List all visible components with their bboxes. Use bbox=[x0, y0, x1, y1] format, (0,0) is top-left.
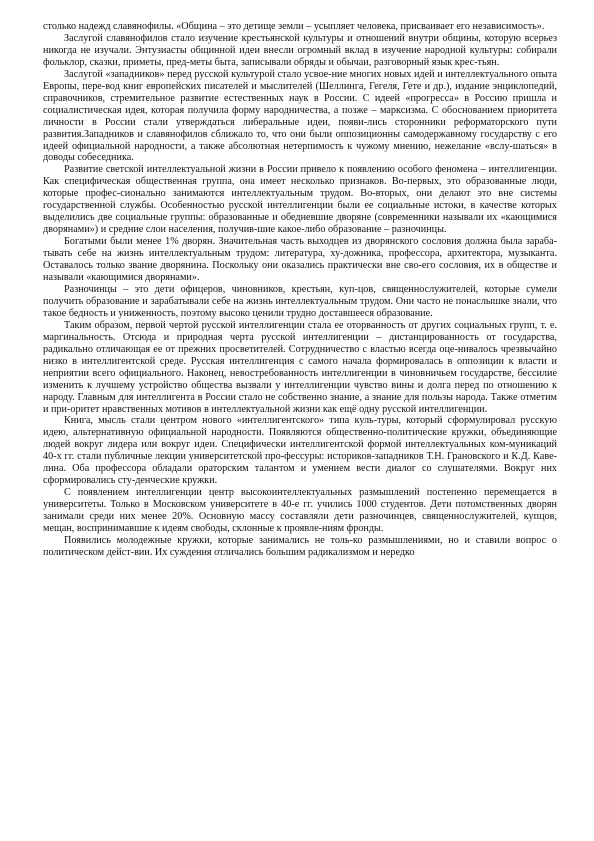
paragraph-2: Заслугой славянофилов стало изучение крестьянской культуры и отношений внутри общины, которую всерьез никогда не изучали. Энтузиасты общинной идеи внесли огромный вклад в изучение народной культуры: собирали фольклор, сказки, приметы, пред-меты быта, записывали обряды и обычаи, разговорный язык крес-тьян. bbox=[43, 32, 557, 68]
paragraph-3: Заслугой «западников» перед русской культурой стало усвое-ние многих новых идей и интеллектуального опыта Европы, пере-вод книг европейских писателей и мыслителей (Шеллинга, Гегеля, Гете и др.), издание энциклопедий, справочников, стремительное развитие естественных наук в России. С идеей «прогресса» в Россию пришла и социалистическая идея, которая получила форму народничества, а позже – марксизма. С обоснованием приоритета личности в России стали утверждаться либеральные идеи, появи-лись сторонники реформаторского пути развития.Западников и славянофилов сближало то, что они были оппозиционны самодержавному государству с его идеей официальной народности, а также абсолютная нетерпимость к чужому мнению, нежелание «вслу-шаться» в доводы собеседника. bbox=[43, 68, 557, 164]
paragraph-5: Богатыми были менее 1% дворян. Значительная часть выходцев из дворянского сословия должна была зараба-тывать себе на жизнь интеллектуальным трудом: литература, ху-дожника, профессора, архитектора, музыканта. Оставалось только звание дворянина. Поскольку они оказались практически вне сво-его сословия, их в обществе и называли «кающимися дворянами». bbox=[43, 236, 557, 284]
paragraph-6: Разночинцы – это дети офицеров, чиновников, крестьян, куп-цов, священнослужителей, которые сумели получить образование и зарабатывали себе на жизнь интеллектуальным трудом. Они часто не понаслышке знали, что такое бедность и униженность, поэтому высоко ценили трудно доставшееся образование. bbox=[43, 283, 557, 319]
document-page bbox=[43, 21, 557, 559]
paragraph-7: Таким образом, первой чертой русской интеллигенции стала ее оторванность от других социальных групп, т. е. маргинальность. Отсюда и природная черта русской интеллигенции – дистанцированность от государства, радикально отличающая ее от прежних просветителей. Сотрудничество с властью всегда оце-нивалось чрезвычайно низко в интеллигентской среде. Русская интеллигенция с самого начала формировалась в оппозиции к власти и неприятии всего официального. Наконец, невостребованность интеллигенции в чиновничьем государстве, бессилие изменить к лучшему устройство общества вызвали у интеллигенции чувство вины и долга перед по отношению к народу. Главным для интеллигента в России стало не собственно знание, а знание для пользы народа. Также отметим и при-оритет нравственных мотивов в интеллектуальной жизни как ещё одну русской интеллигенции. bbox=[43, 319, 557, 415]
paragraph-8: Книга, мысль стали центром нового «интеллигентского» типа куль-туры, который сформулировал русскую идею, альтернативную официальной народности. Появляются общественно-политические кружки, объединяющие людей вокруг лидера или вокруг идеи. Специфически интеллигентской формой интеллектуальных ком-муникаций 40-х гг. стали публичные лекции университетской про-фессуры: историков-западников Т.Н. Грановского и К.Д. Каве-лина. Оба профессора обладали ораторским талантом и умением вести диалог со слушателями. Вокруг них сформировались сту-денческие кружки. bbox=[43, 415, 557, 487]
paragraph-10: Появились молодежные кружки, которые занимались не толь-ко размышлениями, но и ставили вопрос о политическом дейст-вии. Их суждения отличались большим радикализмом и нередко bbox=[43, 534, 557, 558]
paragraph-1: столько надежд славянофилы. «Община – это детище земли – усыпляет человека, присваивает его независимость». bbox=[43, 21, 545, 32]
paragraph-9: С появлением интеллигенции центр высокоинтеллектуальных размышлений постепенно перемещается в университеты. Только в Московском университете в 40-е гг. учились 1000 студентов. Дети потомственных дворян занимали среди них менее 20%. Основную массу составляли дети разночинцев, священнослужителей, купцов, мещан, воспринимавшие к идеям свободы, склонные к проявле-ниям фронды. bbox=[43, 487, 557, 535]
paragraph-4: Развитие светской интеллектуальной жизни в России привело к появлению особого феномена – интеллигенции. Как специфическая общественная группа, она имеет несколько признаков. Во-первых, это образованные люди, которые профес-сионально занимаются интеллектуальным трудом. Во-вторых, они делают это вне системы государственной службы. Особенностью русской интеллигенции были ее социальные истоки, в качестве которых выделились две социальные группы: образованные и обедневшие дворяне (современники называли их «кающимися дворянами») и средние слои населения, получив-шие какое-либо образование – разночинцы. bbox=[43, 164, 557, 236]
